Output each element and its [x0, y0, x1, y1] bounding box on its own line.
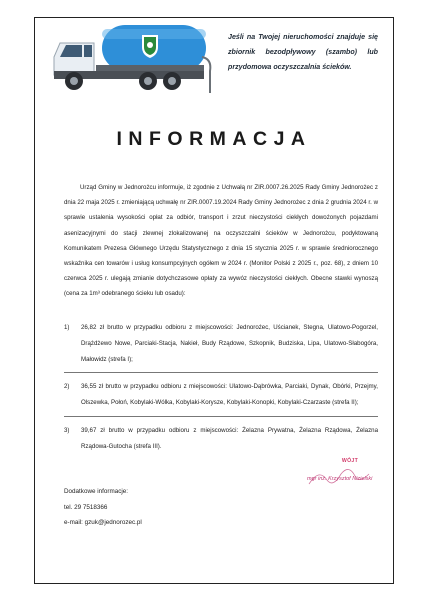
list-item	[64, 423, 378, 455]
official-stamp: WÓJT	[341, 458, 359, 464]
page-title: INFORMACJA	[116, 128, 312, 150]
list-item-number: 1)	[64, 324, 70, 331]
divider	[64, 372, 378, 373]
septic-tank-truck-icon	[52, 21, 212, 97]
contact-phone: tel. 29 7518366	[64, 503, 108, 511]
list-item-text: 39,67 zł brutto w przypadku odbioru z miejscowości: Żelazna Prywatna, Żelazna Rządowa, Żelazna Rządowa-Gutocha (strefa III).	[81, 426, 378, 450]
signature: mgr inż. Krzysztof Nizielski	[307, 476, 373, 482]
divider	[64, 416, 378, 417]
contact-heading: Dodatkowe informacje:	[64, 488, 129, 495]
contact-info	[64, 484, 142, 531]
intro-paragraph: Urząd Gminy w Jednorożcu informuje, iż zgodnie z Uchwałą nr ZIR.0007.26.2025 Rady Gminy Jednorożec z dnia 22 maja 2025 r. zmieniającą uchwałę nr ZIR.0007.19.2024 Rady Gminy Jednorożec z dnia 2 grudnia 2024 r. w sprawie ustalenia wysokości opłat za odbiór, transport i zrzut nieczystości ciekłych dowożonych pojazdami asenizacyjnymi do stacji zlewnej zlokalizowanej na oczyszczalni ścieków w Jednorożcu, podyktowaną Komunikatem Prezesa Głównego Urzędu Statystycznego z dnia 15 stycznia 2025 r. w sprawie średniorocznego wskaźnika cen towarów i usług konsumpcyjnych ogółem w 2024 r. (Monitor Polski z 2025 r., poz. 68), z dniem 10 czerwca 2025 r. ulegają zmianie dotychczasowe opłaty za wywóz nieczystości ciekłych. Obecne stawki wynoszą (cena za 1m³ odebranego ścieku lub osadu):	[64, 184, 378, 298]
contact-email: e-mail: gzuk@jednorozec.pl	[64, 519, 142, 526]
list-item	[64, 379, 378, 411]
list-item-text: 26,82 zł brutto w przypadku odbioru z miejscowości: Jednorożec, Uścianek, Stegna, Ulatowo-Pogorzel, Drążdżewo Nowe, Parciaki-Stacja, Nakieł, Budy Rządowe, Szkopnik, Budziska, Lipa, Ulatowo-Słabogóra, Małowidz (strefa I);	[81, 324, 378, 363]
rates-list	[64, 320, 378, 455]
list-item-number: 3)	[64, 426, 70, 434]
list-item-number: 2)	[64, 383, 70, 391]
list-item	[64, 320, 378, 367]
notice-text: Jeśli na Twojej nieruchomości znajduje się zbiornik bezodpływowy (szambo) lub przydomowa oczyszczalnia ścieków.	[228, 33, 378, 71]
list-item-text: 36,55 zł brutto w przypadku odbioru z miejscowości: Ulatowo-Dąbrówka, Parciaki, Dynak, Obórki, Przejmy, Olszewka, Połoń, Kobylaki-Wólka, Kobylaki-Korysze, Kobylaki-Konopki, Kobylaki-Czarzaste (strefa II);	[81, 383, 378, 407]
